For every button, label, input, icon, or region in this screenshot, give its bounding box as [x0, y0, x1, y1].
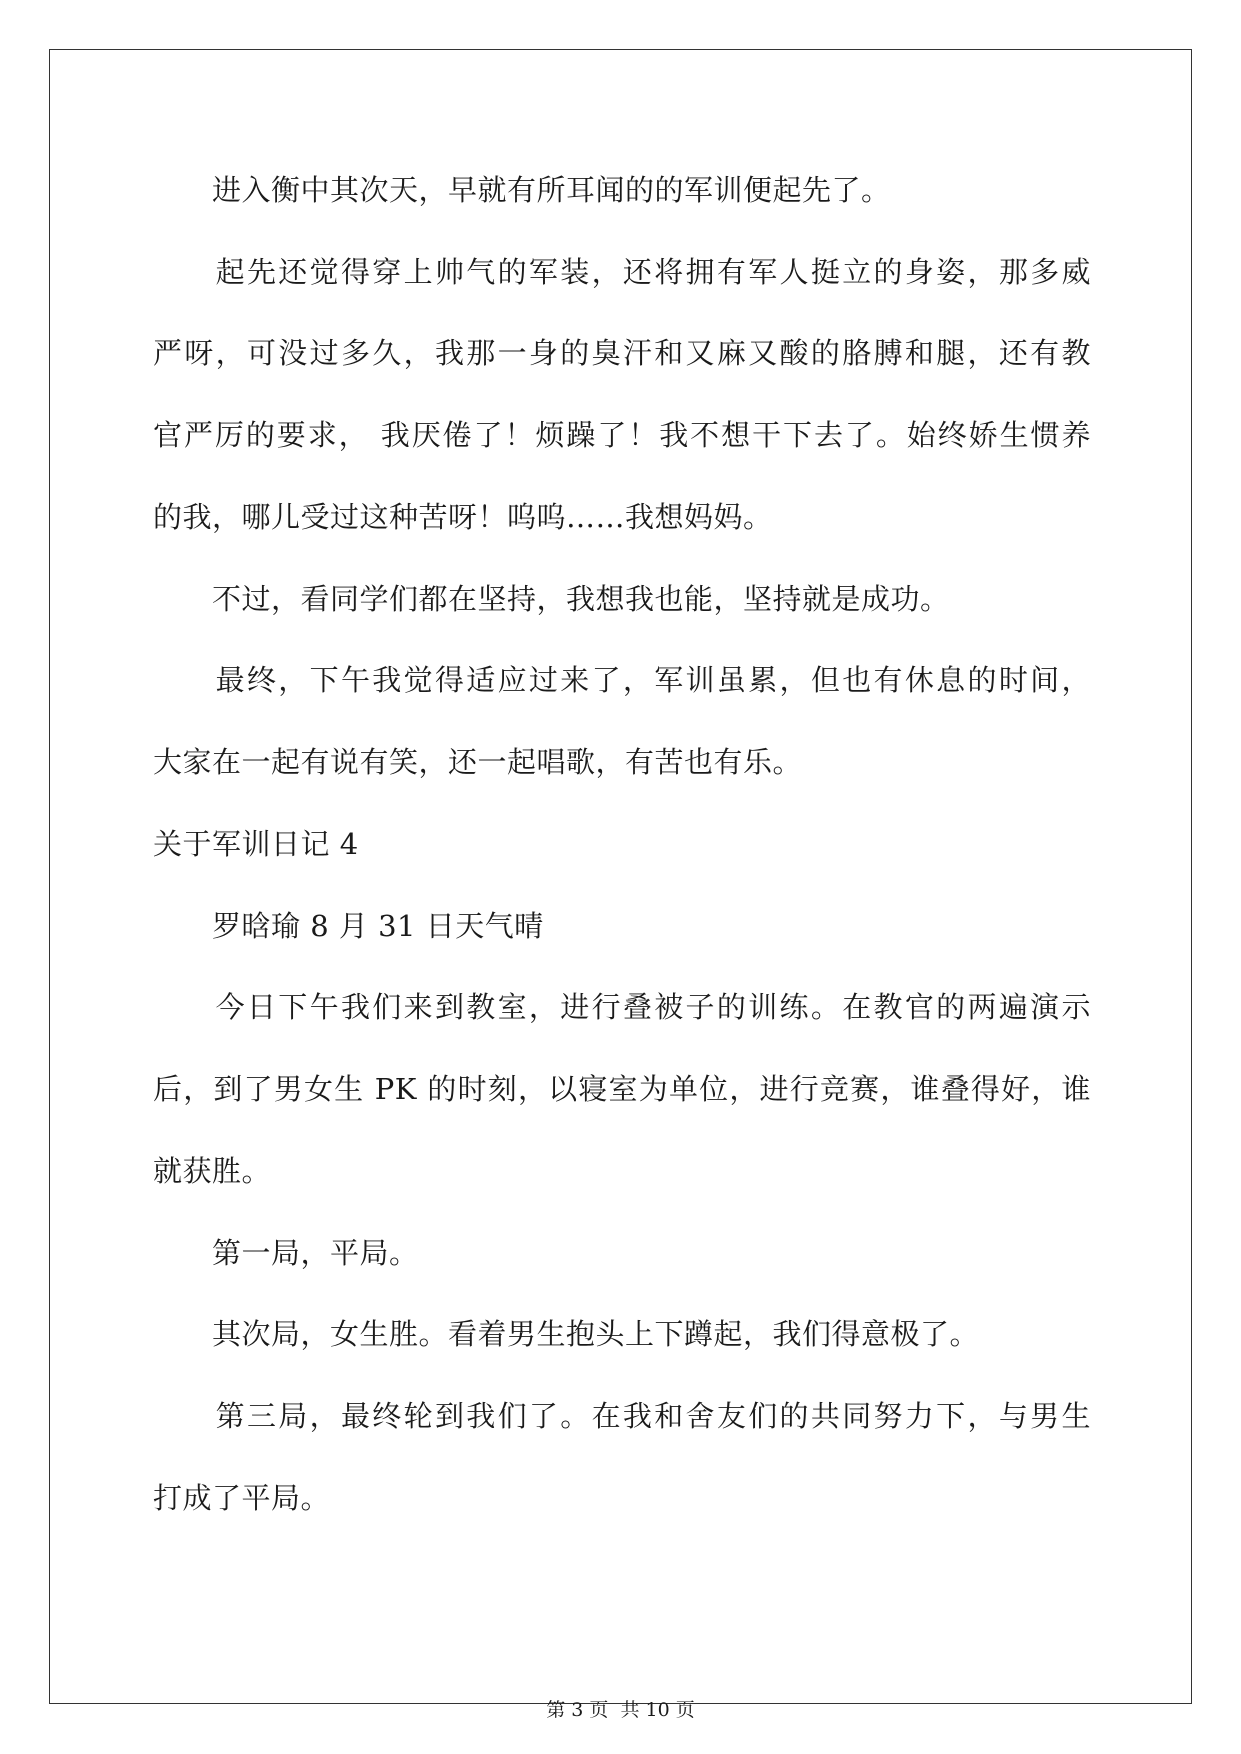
paragraph-line: 打成了平局。 [153, 1481, 331, 1515]
paragraph-line: 大家在一起有说有笑，还一起唱歌，有苦也有乐。 [153, 745, 803, 779]
paragraph-line: 官严厉的要求， 我厌倦了！烦躁了！我不想干下去了。始终娇生惯养 [153, 418, 1091, 452]
paragraph-line: 不过，看同学们都在坚持，我想我也能，坚持就是成功。 [153, 582, 950, 616]
paragraph-line: 其次局，女生胜。看着男生抱头上下蹲起，我们得意极了。 [153, 1317, 980, 1351]
page-total: 共 10 页 [620, 1699, 695, 1721]
section-heading: 关于军训日记 4 [153, 827, 359, 861]
paragraph-line: 起先还觉得穿上帅气的军装，还将拥有军人挺立的身姿，那多威 [153, 255, 1091, 289]
page-footer [0, 1698, 1241, 1722]
paragraph-line: 最终，下午我觉得适应过来了，军训虽累，但也有休息的时间， [153, 663, 1091, 697]
page-number: 第 3 页 [546, 1699, 609, 1721]
paragraph-line: 今日下午我们来到教室，进行叠被子的训练。在教官的两遍演示 [153, 990, 1091, 1024]
paragraph-line: 进入衡中其次天，早就有所耳闻的的军训便起先了。 [153, 173, 891, 207]
paragraph-line: 就获胜。 [153, 1154, 272, 1188]
paragraph-line: 的我，哪儿受过这种苦呀！呜呜……我想妈妈。 [153, 500, 773, 534]
paragraph-line: 严呀，可没过多久，我那一身的臭汗和又麻又酸的胳膊和腿，还有教 [153, 336, 1091, 370]
paragraph-line: 后，到了男女生 PK 的时刻，以寝室为单位，进行竞赛，谁叠得好，谁 [153, 1072, 1091, 1106]
diary-date-line: 罗晗瑜 8 月 31 日天气晴 [153, 909, 544, 943]
paragraph-line: 第三局，最终轮到我们了。在我和舍友们的共同努力下，与男生 [153, 1399, 1091, 1433]
paragraph-line: 第一局，平局。 [153, 1236, 419, 1270]
page-border [49, 49, 1192, 1704]
